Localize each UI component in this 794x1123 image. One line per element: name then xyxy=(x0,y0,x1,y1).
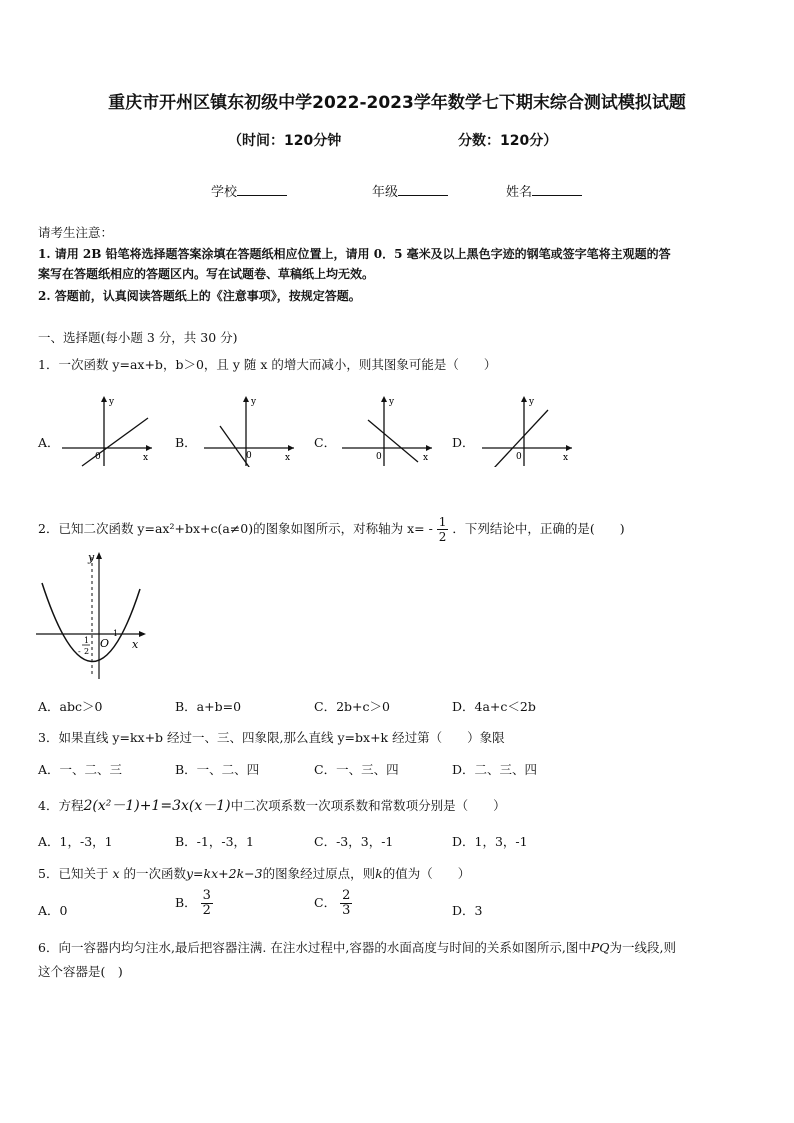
q1-option-b-label[interactable]: B． xyxy=(175,435,197,450)
q5-var-k: k xyxy=(375,866,383,881)
svg-text:y: y xyxy=(88,551,95,564)
q5-option-c-den: 3 xyxy=(342,903,351,918)
q1-option-c-label[interactable]: C． xyxy=(314,435,337,450)
grade-field[interactable] xyxy=(372,181,448,200)
q5-stem xyxy=(38,864,470,882)
svg-text:y: y xyxy=(109,397,115,407)
q6-line1-part2: 为一线段,则 xyxy=(609,940,676,955)
q5-option-d[interactable]: D．3 xyxy=(452,903,483,918)
school-field[interactable] xyxy=(211,181,287,200)
grade-blank[interactable] xyxy=(398,183,448,196)
q5-option-c-fraction xyxy=(340,889,352,918)
q2-stem-part2: ．下列结论中，正确的是( ) xyxy=(452,521,625,536)
svg-text:1: 1 xyxy=(113,629,119,638)
svg-text:0: 0 xyxy=(516,452,522,462)
q2-stem xyxy=(38,515,625,544)
notice-item1-line1: 1. 请用 2B 铅笔将选择题答案涂填在答题纸相应位置上，请用 0．5 毫米及以上黑色字迹的钢笔或签字笔将主观题的答 xyxy=(38,247,671,261)
page-title: 重庆市开州区镇东初级中学2022-2023学年数学七下期末综合测试模拟试题 xyxy=(108,93,686,113)
q1-graph-a xyxy=(60,392,155,467)
grade-label: 年级 xyxy=(372,185,399,200)
school-label: 学校 xyxy=(211,185,238,200)
q5-function: y=kx+2k−3 xyxy=(186,866,263,881)
q5-var-x: x xyxy=(112,866,120,881)
q5-stem-part4: 的值为（ ） xyxy=(382,866,471,881)
svg-text:1: 1 xyxy=(84,636,90,645)
q5-option-c-label: C． xyxy=(314,895,337,910)
notice-heading: 请考生注意： xyxy=(38,225,114,240)
svg-text:x: x xyxy=(563,453,569,463)
svg-text:y: y xyxy=(389,397,395,407)
svg-text:0: 0 xyxy=(95,452,101,462)
score-label: 分数：120分） xyxy=(458,133,558,149)
q3-option-b[interactable]: B．一、二、四 xyxy=(175,762,260,777)
q5-option-c[interactable] xyxy=(314,889,352,918)
svg-text:0: 0 xyxy=(246,451,252,461)
q1-option-a-label[interactable]: A． xyxy=(38,435,60,450)
svg-text:x: x xyxy=(132,638,139,651)
q1-option-d-label[interactable]: D． xyxy=(452,435,475,450)
q5-stem-part1: 5．已知关于 xyxy=(38,866,109,881)
q4-stem-part2: 中二次项系数一次项系数和常数项分别是（ ） xyxy=(230,798,506,813)
q2-option-d[interactable]: D．4a+c＜2b xyxy=(452,699,536,714)
q2-frac-num: 1 xyxy=(438,515,447,529)
q5-stem-part2: 的一次函数 xyxy=(123,866,186,881)
time-label: （时间：120分钟 xyxy=(228,133,342,149)
q4-stem-part1: 4．方程 xyxy=(38,798,84,813)
school-blank[interactable] xyxy=(237,183,287,196)
name-label: 姓名 xyxy=(506,185,533,200)
q6-line2: 这个容器是( ) xyxy=(38,964,123,979)
section-heading: 一、选择题(每小题 3 分，共 30 分) xyxy=(38,330,238,345)
svg-text:2: 2 xyxy=(84,647,90,656)
q3-option-d[interactable]: D．二、三、四 xyxy=(452,762,538,777)
q5-option-b[interactable] xyxy=(175,889,213,918)
svg-text:O: O xyxy=(100,637,110,650)
notice-item1-line2: 案写在答题纸相应的答题区内。写在试题卷、草稿纸上均无效。 xyxy=(38,267,375,281)
q2-option-a[interactable]: A．abc＞0 xyxy=(38,699,103,714)
name-blank[interactable] xyxy=(532,183,582,196)
q4-option-c[interactable]: C．-3，3，-1 xyxy=(314,834,394,849)
svg-text:x: x xyxy=(143,453,149,463)
q3-stem: 3．如果直线 y=kx+b 经过一、三、四象限,那么直线 y=bx+k 经过第（ ）象限 xyxy=(38,730,505,745)
svg-text:y: y xyxy=(251,397,257,407)
q2-fraction xyxy=(437,515,449,544)
svg-text:0: 0 xyxy=(376,452,382,462)
q4-option-a[interactable]: A．1，-3，1 xyxy=(38,834,113,849)
q5-option-b-fraction xyxy=(201,889,213,918)
q4-option-b[interactable]: B．-1，-3，1 xyxy=(175,834,254,849)
q3-option-a[interactable]: A．一、二、三 xyxy=(38,762,123,777)
q5-stem-part3: 的图象经过原点，则 xyxy=(262,866,376,881)
q2-parabola-graph xyxy=(34,547,149,682)
q2-option-b[interactable]: B．a+b=0 xyxy=(175,699,242,714)
q4-equation: 2(x²－1)+1=3x(x－1) xyxy=(83,798,231,814)
q5-option-b-den: 2 xyxy=(202,903,211,918)
q2-stem-part1: 2．已知二次函数 y=ax²+bx+c(a≠0)的图象如图所示，对称轴为 x= - xyxy=(38,521,433,536)
q1-stem: 1．一次函数 y=ax+b，b＞0，且 y 随 x 的增大而减小，则其图象可能是（ ） xyxy=(38,357,497,372)
name-field[interactable] xyxy=(506,181,582,200)
q6-line1 xyxy=(38,938,676,956)
q1-graph-b xyxy=(202,392,297,467)
q6-line1-part1: 6．向一容器内均匀注水,最后把容器注满. 在注水过程中,容器的水面高度与时间的关系如图所示,图中 xyxy=(38,940,591,955)
q6-pq: PQ xyxy=(590,940,610,955)
q1-graph-d xyxy=(480,392,575,467)
q5-option-c-num: 2 xyxy=(342,888,351,903)
q3-option-c[interactable]: C．一、三、四 xyxy=(314,762,399,777)
q2-option-c[interactable]: C．2b+c＞0 xyxy=(314,699,390,714)
svg-text:x: x xyxy=(285,453,291,463)
q5-option-b-label: B． xyxy=(175,895,197,910)
q4-stem xyxy=(38,795,506,815)
q1-graph-c xyxy=(340,392,435,467)
q2-frac-den: 2 xyxy=(438,530,447,544)
svg-text:-: - xyxy=(78,647,81,656)
q5-option-a[interactable]: A．0 xyxy=(38,903,68,918)
svg-text:x: x xyxy=(423,453,429,463)
notice-item2: 2. 答题前，认真阅读答题纸上的《注意事项》，按规定答题。 xyxy=(38,289,361,303)
q4-option-d[interactable]: D．1，3，-1 xyxy=(452,834,528,849)
q5-option-b-num: 3 xyxy=(202,888,211,903)
svg-text:y: y xyxy=(529,397,535,407)
